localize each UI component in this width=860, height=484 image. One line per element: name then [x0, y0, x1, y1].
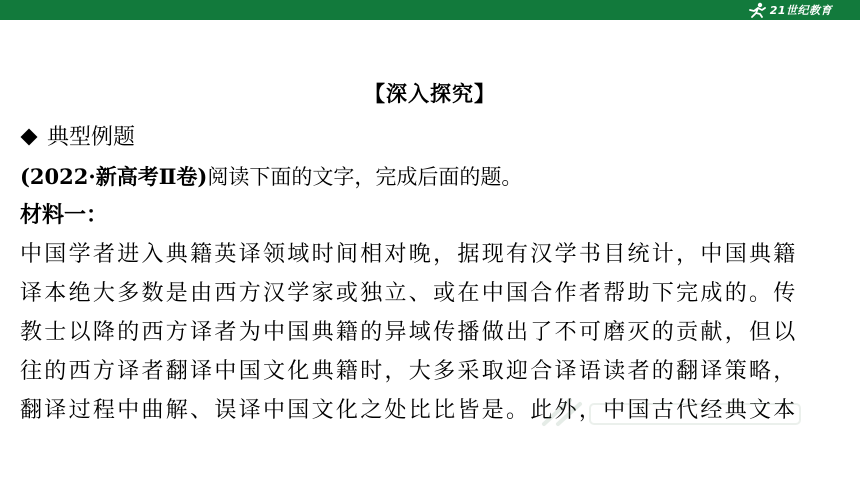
diamond-bullet-icon [21, 128, 38, 145]
section-title: 典型例题 [47, 125, 136, 150]
paragraph-line: 翻译过程中曲解、误译中国文化之处比比皆是。此外，中国古代经典文本 [20, 398, 798, 423]
paragraph-line: 中国学者进入典籍英译领域时间相对晚，据现有汉学书目统计，中国典籍 [20, 242, 798, 267]
top-header-bar [0, 0, 860, 20]
section-heading: 【深入探究】 [364, 82, 496, 106]
question-source: (2022·新高考Ⅱ卷) [20, 164, 208, 189]
question-instruction: 阅读下面的文字，完成后面的题。 [207, 165, 523, 189]
paragraph-line: 往的西方译者翻译中国文化典籍时，大多采取迎合译语读者的翻译策略， [20, 359, 798, 384]
material-label: 材料一： [20, 203, 109, 228]
brand-name: 21世纪教育 [769, 4, 832, 17]
content-body [20, 118, 840, 430]
section-title-row [20, 118, 840, 157]
paragraph-line: 译本绝大多数是由西方汉学家或独立、或在中国合作者帮助下完成的。传 [20, 281, 798, 306]
paragraph-line: 教士以降的西方译者为中国典籍的异域传播做出了不可磨灭的贡献，但以 [20, 320, 798, 345]
brand-logo [747, 2, 832, 18]
running-figure-icon [747, 2, 767, 18]
question-source-line [20, 157, 840, 196]
